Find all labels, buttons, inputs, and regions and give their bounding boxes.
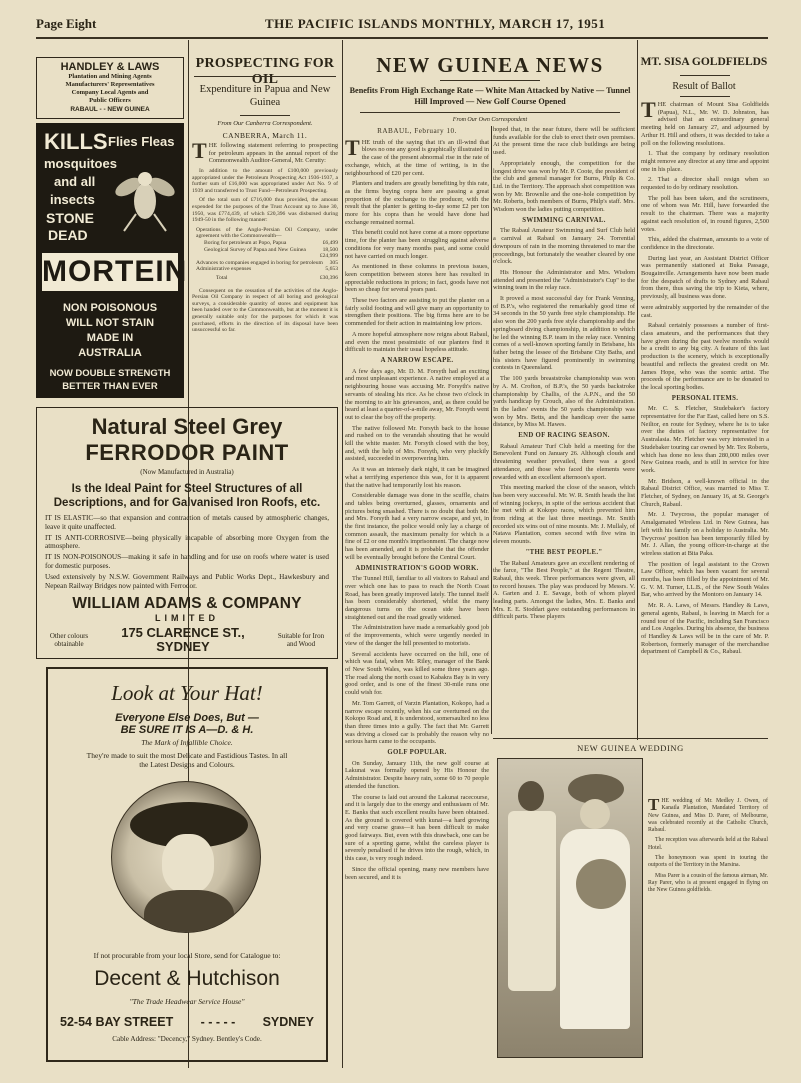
news-byline: From Our Own Correspondent xyxy=(452,117,528,123)
news-subheading: Benefits From High Exchange Rate — White Man Attacked by Native — Tunnel Hill Improved — New Golf Course Opened xyxy=(349,86,631,106)
mortein-insects: insects xyxy=(50,192,95,207)
paint-other: Other colours obtainable xyxy=(49,632,89,649)
hat-notp: If not procurable from your local Store, send for Catalogue to: xyxy=(93,951,281,960)
news-column-1: RABAUL, February 10. THE truth of the saying that it's an ill-wind that blows no one any good is graphically illustrated in the case of the present abnormal rise in the rate of exchange, which, at the time of writing, is in the neighbourhood of £20 per cent. Planters and traders are greatly benefiting by this rate, as the firms buying copra here are passing a great proportion of the exchange to the producer, with the result that the planter is getting to-day some £2 per ton more for his copra than he would have done had exchange remained normal. This benefit could not have come at a more opportune time, for the planter has been struggling against adverse conditions for very many months past, and some could not have carried on much longer. As mentioned in these columns in previous issues, keen competition between stores here has resulted in appreciable reductions in prices; in fact, goods have not been so cheap for several years past. These two factors are assisting to put the planter on a fairly solid footing and will give many an opportunity to strengthen their positions. The big firms here are to be commended for their action in maintaining low prices. A more hopeful atmosphere now reigns about Rabaul, and even the most pessimistic of our planters find it difficult to maintain their usual hopeless attitude. A NARROW ESCAPE. A few days ago, Mr. D. M. Forsyth had an exciting and most unpleasant experience. A native employed at a neighbouring house was accusing Mr. Forsyth's native servants of stealing his rice. As he chose two o'clock in the morning to air his grievances, and, as there could be heard at least a quarter-of-a-mile away, Mr. Forsyth went out to clear the boy off the property. The native followed Mr. Forsyth back to the house and rushed on to the verandah shouting that he would kill the white master. Mr. Forsyth closed with the boy, and, with the help of Mrs. Forsyth, who very pluckily assisted, succeeded in overpowering him. As it was an intensely dark night, it can be imagined what a terrifying experience this was, for it is apparent that the native had temporarily lost his reason. Considerable damage was done in the scuffle, chairs and tables being overturned, glasses, ornaments and pictures being smashed. There is no doubt that both Mr. and Mrs. Forsyth had a very narrow escape, and yet, in the first instance, the police would only lay a charge of common assault, the maximum penalty for which is a fine of £2 or one month's imprisonment. The charge now has been amended, and it is probable that the offender will be eventually brought before the Central Court. ADMINISTRATION'S GOOD WORK. The Tunnel Hill, familiar to all visitors to Rabaul and over which one has to pass to reach the North Coast Road, has been greatly improved lately. The tunnel itself has been considerably shortened, whilst the many dangerous turns on the ocean side have been straightened out and the road greatly widened. The Administration have made a remarkably good job of the improvements, which were urgently needed in view of the danger the hill presented to motorists. Several accidents have occurred on the hill, one of which was fatal, when Mr. Riley, manager of the Bank of New South Wales, was killed some three years ago. The road along the north coast to Kabakra Bay is in very good order, and is one of the finest 30-mile runs one could wish for. Mr. Tom Garrett, of Varzin Plantation, Kokopo, had a narrow escape recently, when his car overturned on the Kokopo Road and, it is understood, somersaulted no less than three times into a gully. The fact that Mr. Garrett was driving a closed car is probably the reason why no serious harm came to the occupants. GOLF POPULAR. On Sunday, January 11th, the new golf course at Lakunai was formally opened by His Honour the Administrator. Despite heavy rain, some 60 to 70 people attended the function. The course is laid out around the Lakunai racecourse, and it is largely due to the energy and enthusiasm of Mr. E. Banks that such excellent results have been obtained. As the ground is covered with kunai—a hard growing and very coarse grass—it has been difficult to make good fairways. But, even with this drawback, one can be sure of a sporting game, whilst the careless player is severely penalised if he drives into the rough, which, in this case, is very rough indeed. Since the official opening, many new members have been secured, and it is xyxy=(345,127,490,881)
sisa-subheading: Result of Ballot xyxy=(672,81,736,92)
mortein-stone: STONE xyxy=(46,210,94,226)
sisa-heading: MT. SISA GOLDFIELDS xyxy=(640,56,768,68)
paint-suitable: Suitable for Iron and Wood xyxy=(277,632,325,649)
ad-line: Company Local Agents and xyxy=(71,89,149,96)
hat-address: 52-54 BAY STREET - - - - - SYDNEY xyxy=(60,1015,314,1029)
mortein-ad xyxy=(36,123,188,398)
oil-byline: From Our Canberra Correspondent. xyxy=(217,120,313,127)
handley-laws-ad xyxy=(36,57,184,119)
oil-article: THE following statement referring to prospecting for petroleum appears in the annual report of the Commonwealth Auditor-General, Mr. Cerutty: In addition to the amount of £100,000 previously appropriated under the Petroleum Prospecting Act 1936-1937, a further sum of £16,000 was appropriated under Act No. 9 of 1939 and transferred to Trust Fund—Petroleum Prospecting. Of the total sum of £716,000 thus provided, the amount expended for the purposes of the Trust Account up to June 30, 1950, was £774,439, of which £20,396 was disbursed during 1949-50 in the following manner: Operations of the Anglo-Persian Oil Company, under agreement with the Commonwealth— Boring for petroleum at Popo, Papua £6,499 Geological Survey of Papua and New Guinea 18,500 £24,999 Advances to companies engaged in boring for petroleum 305 Administrative expenses 5,653 Total £30,396 Consequent on the cessation of the activities of the Anglo-Persian Oil Company in respect of all boring and geological surveys, a considerable quantity of stores and equipment has been handed over to the Commonwealth, but at the moment it is generally suitable only for the purposes for which it was purchased, efforts in the direction of its disposal have been unsuccessful so far. xyxy=(192,138,338,334)
mortein-mosquitoes: mosquitoes xyxy=(44,156,117,171)
wedding-photo xyxy=(497,758,643,1058)
mortein-strength: NOW DOUBLE STRENGTH BETTER THAN EVER xyxy=(49,368,171,392)
mortein-claims: NON POISONOUS WILL NOT STAIN MADE IN AUSTRALIA xyxy=(62,302,158,359)
hat-ad: Look at Your Hat! Everyone Else Does, But — BE SURE IT IS A—D. & H. The Mark of Infallible Choice. They're made to suit the most Delicate and Fastidious Tastes. In all the Latest Designs and Colours. If not procurable from your local Store, send for Catalogue to: Decent & Hutchison "The Trade Headwear Service House" 52-54 BAY STREET - - - - - SYDNEY Cable Address: "Decency," Sydney. Bentley's Code. xyxy=(46,667,328,1062)
hat-line2: BE SURE IT IS A—D. & H. xyxy=(120,724,254,736)
hat-title: Look at Your Hat! xyxy=(111,681,263,705)
column-divider xyxy=(637,40,638,740)
hat-model-portrait xyxy=(111,781,261,933)
hat-mark: The Mark of Infallible Choice. xyxy=(141,738,233,747)
news-column-2: hoped that, in the near future, there will be sufficient funds available for the club to erect their own premises. At the present time the race club buildings are being used. Appropriately enough, the competition for the longest drive was won by Mr. P. Coote, the president of the club and general manager for Burns, Philp & Co. Ltd. in the Territory. The approach shot competition was won by Mr. Brownlie and the one-hole competition by Mr. Roberts, both members of Burns, Philp's staff. Mrs. Wisdom won the ladies putting competition. SWIMMING CARNIVAL. The Rabaul Amateur Swimming and Surf Club held a carnival at Rabaul on January 24. Torrential downpours of rain in the morning threatened to mar the proceedings, but fortunately the weather cleared by one o'clock. His Honour the Administrator and Mrs. Wisdom attended and presented the "Administrator's Cup" to the winning team in the relay race. It proved a most successful day for Frank Venning, of B.P.'s, who registered the remarkably good time of 34 seconds in the 50 yards free style championship. He also won the 200 yards free style championship and the springboard diving championship, in addition to which he led the winning B.P. team in the relay race. Venning comes of a well-known sporting family in Brisbane, his father being the lessee of the Brisbane City Baths, and his sisters have figured prominently in swimming contests in Queensland. The 100 yards breaststroke championship was won by A. M. Crofton, of B.P.'s, the 50 yards backstroke championship by Challis, of the A.P.N., and the 50 yards handicap by Crouch, also of the Administration. In the ladies' events the 50 yards championship was won by Mrs. Betts, and the handicap over the same distance, by Miss M. Hawes. END OF RACING SEASON. Rabaul Amateur Turf Club held a meeting for the Benevolent Fund on January 26. Although clouds and threatening weather prevailed, there was a good attendance, and those who faced the elements were rewarded with an excellent afternoon's sport. This meeting marked the close of the season, which has been very successful. Mr. W. R. Smith heads the list of winning jockeys, in spite of the serious accident that he met with at Kokopo races, which prevented him from riding at the last three meetings. Mr. Smith recorded six wins out of nine mounts. Mr. J. Mullaly, of Natava Plantation, comes second with five wins in eleven mounts. "THE BEST PEOPLE." The Rabaul Amateurs gave an excellent rendering of the farce, "The Best People," at the Regent Theatre, Rabaul, this week. Three performances were given, all to record houses. The play was produced by Messrs. V. A. Garten and J. E. Savage, both of whom played leading parts. Amongst the ladies, Mrs. E. Banks and Mrs. E. E. Stoddart gave outstanding performances in difficult parts. These players xyxy=(493,126,635,621)
paint-company: WILLIAM ADAMS & COMPANY xyxy=(72,595,302,613)
oil-heading: PROSPECTING FOR OIL xyxy=(195,56,335,87)
hat-brand: Decent & Hutchison xyxy=(94,967,280,990)
news-heading: NEW GUINEA NEWS xyxy=(376,53,604,77)
mortein-flies: Flies Fleas xyxy=(108,134,175,149)
ad-line: Manufacturers' Representatives xyxy=(65,81,155,88)
ad-line: Plantation and Mining Agents xyxy=(68,73,152,80)
hat-trade: "The Trade Headwear Service House" xyxy=(129,997,245,1006)
mortein-kills: KILLS xyxy=(44,129,108,154)
mortein-brand: MORTEIN xyxy=(42,253,178,291)
ferrodor-paint-ad xyxy=(36,407,338,659)
mortein-andall: and all xyxy=(54,174,96,189)
wedding-text: THE wedding of Mr. Medley J. Owen, of Kanaila Plantation, Mandated Territory of New Guinea, and Miss D. Parer, of Melbourne, was celebrated recently at the Catholic Church, Rabaul. The reception was afterwards held at the Rabaul Hotel. The honeymoon was spent in touring the outports of the Territory in the Marsina. Miss Parer is a cousin of the famous airman, Mr. Ray Parer, who is at present engaged in flying on the New Guinea goldfields. xyxy=(648,795,768,894)
column-divider xyxy=(342,40,343,1068)
oil-dateline: CANBERRA, March 11. xyxy=(222,131,308,140)
magazine-title: THE PACIFIC ISLANDS MONTHLY, MARCH 17, 1951 xyxy=(265,16,606,31)
fly-icon xyxy=(114,159,176,239)
paint-made: (Now Manufactured in Australia) xyxy=(140,468,234,476)
ad-brand: HANDLEY & LAWS xyxy=(60,61,160,73)
paint-address: 175 CLARENCE ST., SYDNEY xyxy=(121,625,245,655)
oil-subheading: Expenditure in Papua and New Guinea xyxy=(199,84,331,108)
ad-line: Public Officers xyxy=(89,97,131,104)
hat-cable: Cable Address: "Decency," Sydney. Bentley's Code. xyxy=(112,1035,262,1043)
paint-title: Natural Steel Grey xyxy=(91,414,283,439)
paint-limited: LIMITED xyxy=(155,613,219,624)
header-rule xyxy=(36,37,768,39)
page-number: Page Eight xyxy=(36,16,97,31)
mortein-dead: DEAD xyxy=(48,227,88,243)
sisa-column: THE chairman of Mount Sisa Goldfields (Papua), N.L., Mr. W. D. Johnston, has advised that an extraordinary general meeting held on January 27, and adjourned by Arthur H. Hill and others, it was decided to take a poll on the following resolutions. 1. That the company by ordinary resolution might remove any director at any time and appoint one in his place. 2. That a director shall resign when so requested to do by ordinary resolution. The poll has been taken, and the scrutineers, one of whom was Mr. Hill, have forwarded the result to the chairman. There was a majority against each resolution of, in round figures, 2,500 votes. This, added the chairman, amounts to a vote of confidence in the directorate. During last year, an Assistant District Officer was permanently stationed at Buka Passage, Bougainville. Arrangements have now been made for the despatch of drafts to Sydney and Rabaul from there, thus saving the trip to Kieta, where, previously, all business was done. were admirably supported by the remainder of the cast. Rabaul certainly possesses a number of first-class amateurs, and the performances that they have given during the past twelve months would be a credit to any big city. A feature of this last production is the scenery, which is exceptionally beautiful and reflects the greatest credit on Mr. James Hope, who was the scenic artist. The proceeds of the performance are to be donated to the local sporting bodies. PERSONAL ITEMS. Mr. C. S. Fletcher, Studebaker's factory representative for the Far East, called here on S.S. Neiltor, en route for Sydney, where he is to take over the duties of factory representative for Australasia. Mr. Fletcher was very interested in a Studebaker touring car owned by Mr. Tex Roberts, which has done no less than 280,000 miles over New Guinea roads, and is still in service for hire work. Mr. Bridson, a well-known official in the Rabaul District Office, was married to Miss T. Fletcher, of Sydney, on January 16, at St. George's Church, Rabaul. Mr. J. Twycross, the popular manager of Amalgamated Wireless Ltd. in New Guinea, has left with his family on a holiday to Australia. Mr. Twycross' position has been temporarily filled by Mr. J. Allan, the young officer-in-charge at the wireless station at Bita Paka. The position of legal assistant to the Crown Law Officer, which has been vacant for several months, has been filled by the appointment of Mr. G. V. M. Turner, LL.B., of the New South Wales Bar, who arrived by the Montoro on January 14. Mr. R. A. Laws, of Messrs. Handley & Laws, general agents, Rabaul, is leaving in March for a round tour of the Pacific, including San Francisco and Los Angeles. During his absence, the business of Handley & Laws will be in the care of Mr. P. Robertson, formerly manager of the merchandise department of Campbell & Co., Rabaul. xyxy=(641,97,769,656)
wedding-heading: NEW GUINEA WEDDING xyxy=(577,743,684,753)
ad-footer: RABAUL - - NEW GUINEA xyxy=(70,106,150,113)
hat-line1: Everyone Else Does, But — xyxy=(115,712,259,724)
paint-brand: FERRODOR PAINT xyxy=(85,440,289,465)
paint-ideal: Is the Ideal Paint for Steel Structures of all Descriptions, and for Galvanised Iron Roofs, etc. xyxy=(53,483,321,509)
paint-claims: IT IS ELASTIC—so that expansion and contraction of metals caused by atmospheric changes, leave it quite unaffected. IT IS ANTI-CORROSIVE—being physically incapable of absorbing more Oxygen from the atmosphere. IT IS NON-POISONOUS—making it safe in handling and for use on roofs where water is used for domestic purposes. Used extensively by N.S.W. Government Railways and Public Works Dept., Hawkesbury and Nepean Railway Bridges now painted with Ferrodor. xyxy=(45,514,329,590)
